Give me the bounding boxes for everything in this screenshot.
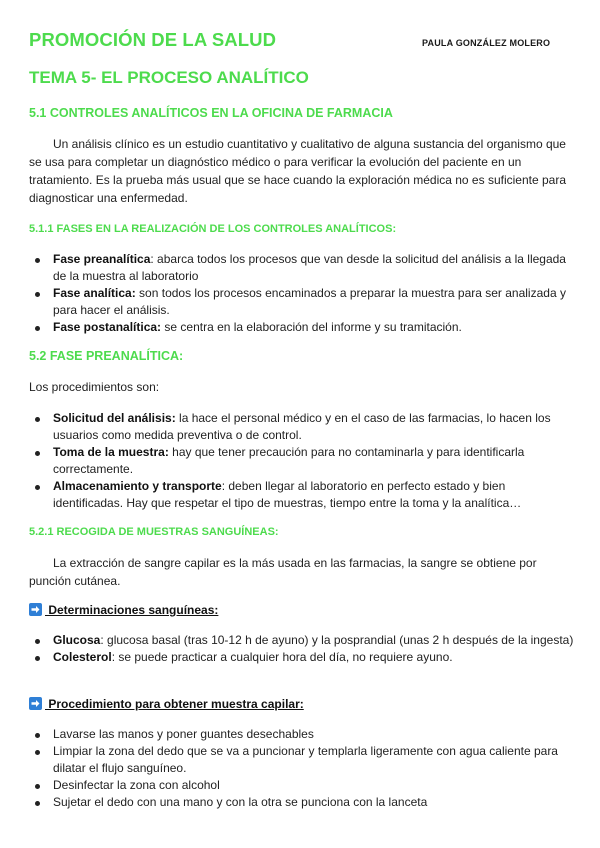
list-item-term: Fase postanalítica: <box>53 320 162 334</box>
list-item-term: Toma de la muestra: <box>53 445 169 459</box>
section-5-1-paragraph <box>29 135 574 207</box>
phases-list <box>29 251 574 336</box>
list-item-text: Limpiar la zona del dedo que se va a puncionar y templarla ligeramente con agua caliente para dilatar el flujo sanguíneo. <box>53 744 558 775</box>
list-item <box>29 285 574 319</box>
capillary-procedure-heading <box>29 697 304 711</box>
document-title: PROMOCIÓN DE LA SALUD <box>29 29 277 50</box>
list-item-text: se centra en la elaboración del informe y su tramitación. <box>161 320 462 334</box>
section-5-2-1-text: La extracción de sangre capilar es la más usada en las farmacias, la sangre se obtiene por punción cutánea. <box>29 556 537 588</box>
list-item-term: Solicitud del análisis: <box>53 411 176 425</box>
section-5-1-1-heading: 5.1.1 FASES EN LA REALIZACIÓN DE LOS CONTROLES ANALÍTICOS: <box>29 223 397 235</box>
bullet-icon <box>35 784 40 789</box>
list-item <box>29 410 574 444</box>
list-item-text: : deben llegar al laboratorio en perfecto estado y bien identificadas. Hay que respetar el tipo de muestras, tiempo entre la toma y la analítica… <box>53 479 522 510</box>
bullet-icon <box>35 417 40 422</box>
bullet-icon <box>35 750 40 755</box>
list-item <box>29 632 574 649</box>
bullet-icon <box>35 485 40 490</box>
blood-determinations-heading <box>29 603 218 617</box>
bullet-icon <box>35 451 40 456</box>
list-item <box>29 743 574 777</box>
list-item-text: hay que tener precaución para no contaminarla y para identificarla correctamente. <box>53 445 525 476</box>
list-item-term: Fase preanalítica <box>53 252 151 266</box>
list-item-term: Fase analítica: <box>53 286 136 300</box>
list-item-term: Glucosa <box>53 633 101 647</box>
list-item <box>29 726 574 743</box>
list-item-text: : abarca todos los procesos que van desde la solicitud del análisis a la llegada de la muestra al laboratorio <box>53 252 566 283</box>
list-item-text: Lavarse las manos y poner guantes desechables <box>53 727 314 741</box>
procedures-list <box>29 410 574 512</box>
section-5-2-heading: 5.2 FASE PREANALÍTICA: <box>29 349 184 363</box>
blood-determinations-label: Determinaciones sanguíneas: <box>45 603 219 617</box>
list-item-text: la hace el personal médico y en el caso de las farmacias, lo hacen los usuarios como medida preventiva o de control. <box>53 411 551 442</box>
section-5-2-1-paragraph <box>29 554 574 590</box>
list-item-text: : se puede practicar a cualquier hora del día, no requiere ayuno. <box>111 650 453 664</box>
list-item <box>29 478 574 512</box>
bullet-icon <box>35 326 40 331</box>
blood-determinations-list <box>29 632 574 666</box>
list-item <box>29 794 574 811</box>
arrow-right-icon <box>29 697 42 710</box>
author-name: PAULA GONZÁLEZ MOLERO <box>422 38 551 48</box>
capillary-procedure-label: Procedimiento para obtener muestra capilar: <box>45 697 304 711</box>
list-item <box>29 444 574 478</box>
topic-title: TEMA 5- EL PROCESO ANALÍTICO <box>29 68 309 87</box>
section-5-2-1-heading: 5.2.1 RECOGIDA DE MUESTRAS SANGUÍNEAS: <box>29 526 279 538</box>
arrow-right-icon <box>29 603 42 616</box>
bullet-icon <box>35 639 40 644</box>
section-5-1-heading: 5.1 CONTROLES ANALÍTICOS EN LA OFICINA DE FARMACIA <box>29 106 393 120</box>
bullet-icon <box>35 733 40 738</box>
list-item-text: : glucosa basal (tras 10-12 h de ayuno) y la posprandial (unas 2 h después de la ingesta) <box>100 633 574 647</box>
list-item <box>29 777 574 794</box>
section-5-1-text: Un análisis clínico es un estudio cuantitativo y cualitativo de alguna sustancia del organismo que se usa para completar un diagnóstico médico o para verificar la evolución del paciente en un tratamiento. Es la prueba más usual que se hace cuando la exploración médica no es suficiente para diagnosticar una enfermedad. <box>29 137 566 205</box>
list-item-text: Desinfectar la zona con alcohol <box>53 778 220 792</box>
procedures-intro: Los procedimientos son: <box>29 380 160 394</box>
list-item-term: Almacenamiento y transporte <box>53 479 222 493</box>
list-item-term: Colesterol <box>53 650 112 664</box>
list-item-text: son todos los procesos encaminados a preparar la muestra para ser analizada y para hacer el análisis. <box>53 286 566 317</box>
bullet-icon <box>35 656 40 661</box>
list-item-text: Sujetar el dedo con una mano y con la otra se punciona con la lanceta <box>53 795 428 809</box>
bullet-icon <box>35 801 40 806</box>
list-item <box>29 649 574 666</box>
bullet-icon <box>35 258 40 263</box>
list-item <box>29 319 574 336</box>
bullet-icon <box>35 292 40 297</box>
capillary-procedure-list <box>29 726 574 811</box>
list-item <box>29 251 574 285</box>
